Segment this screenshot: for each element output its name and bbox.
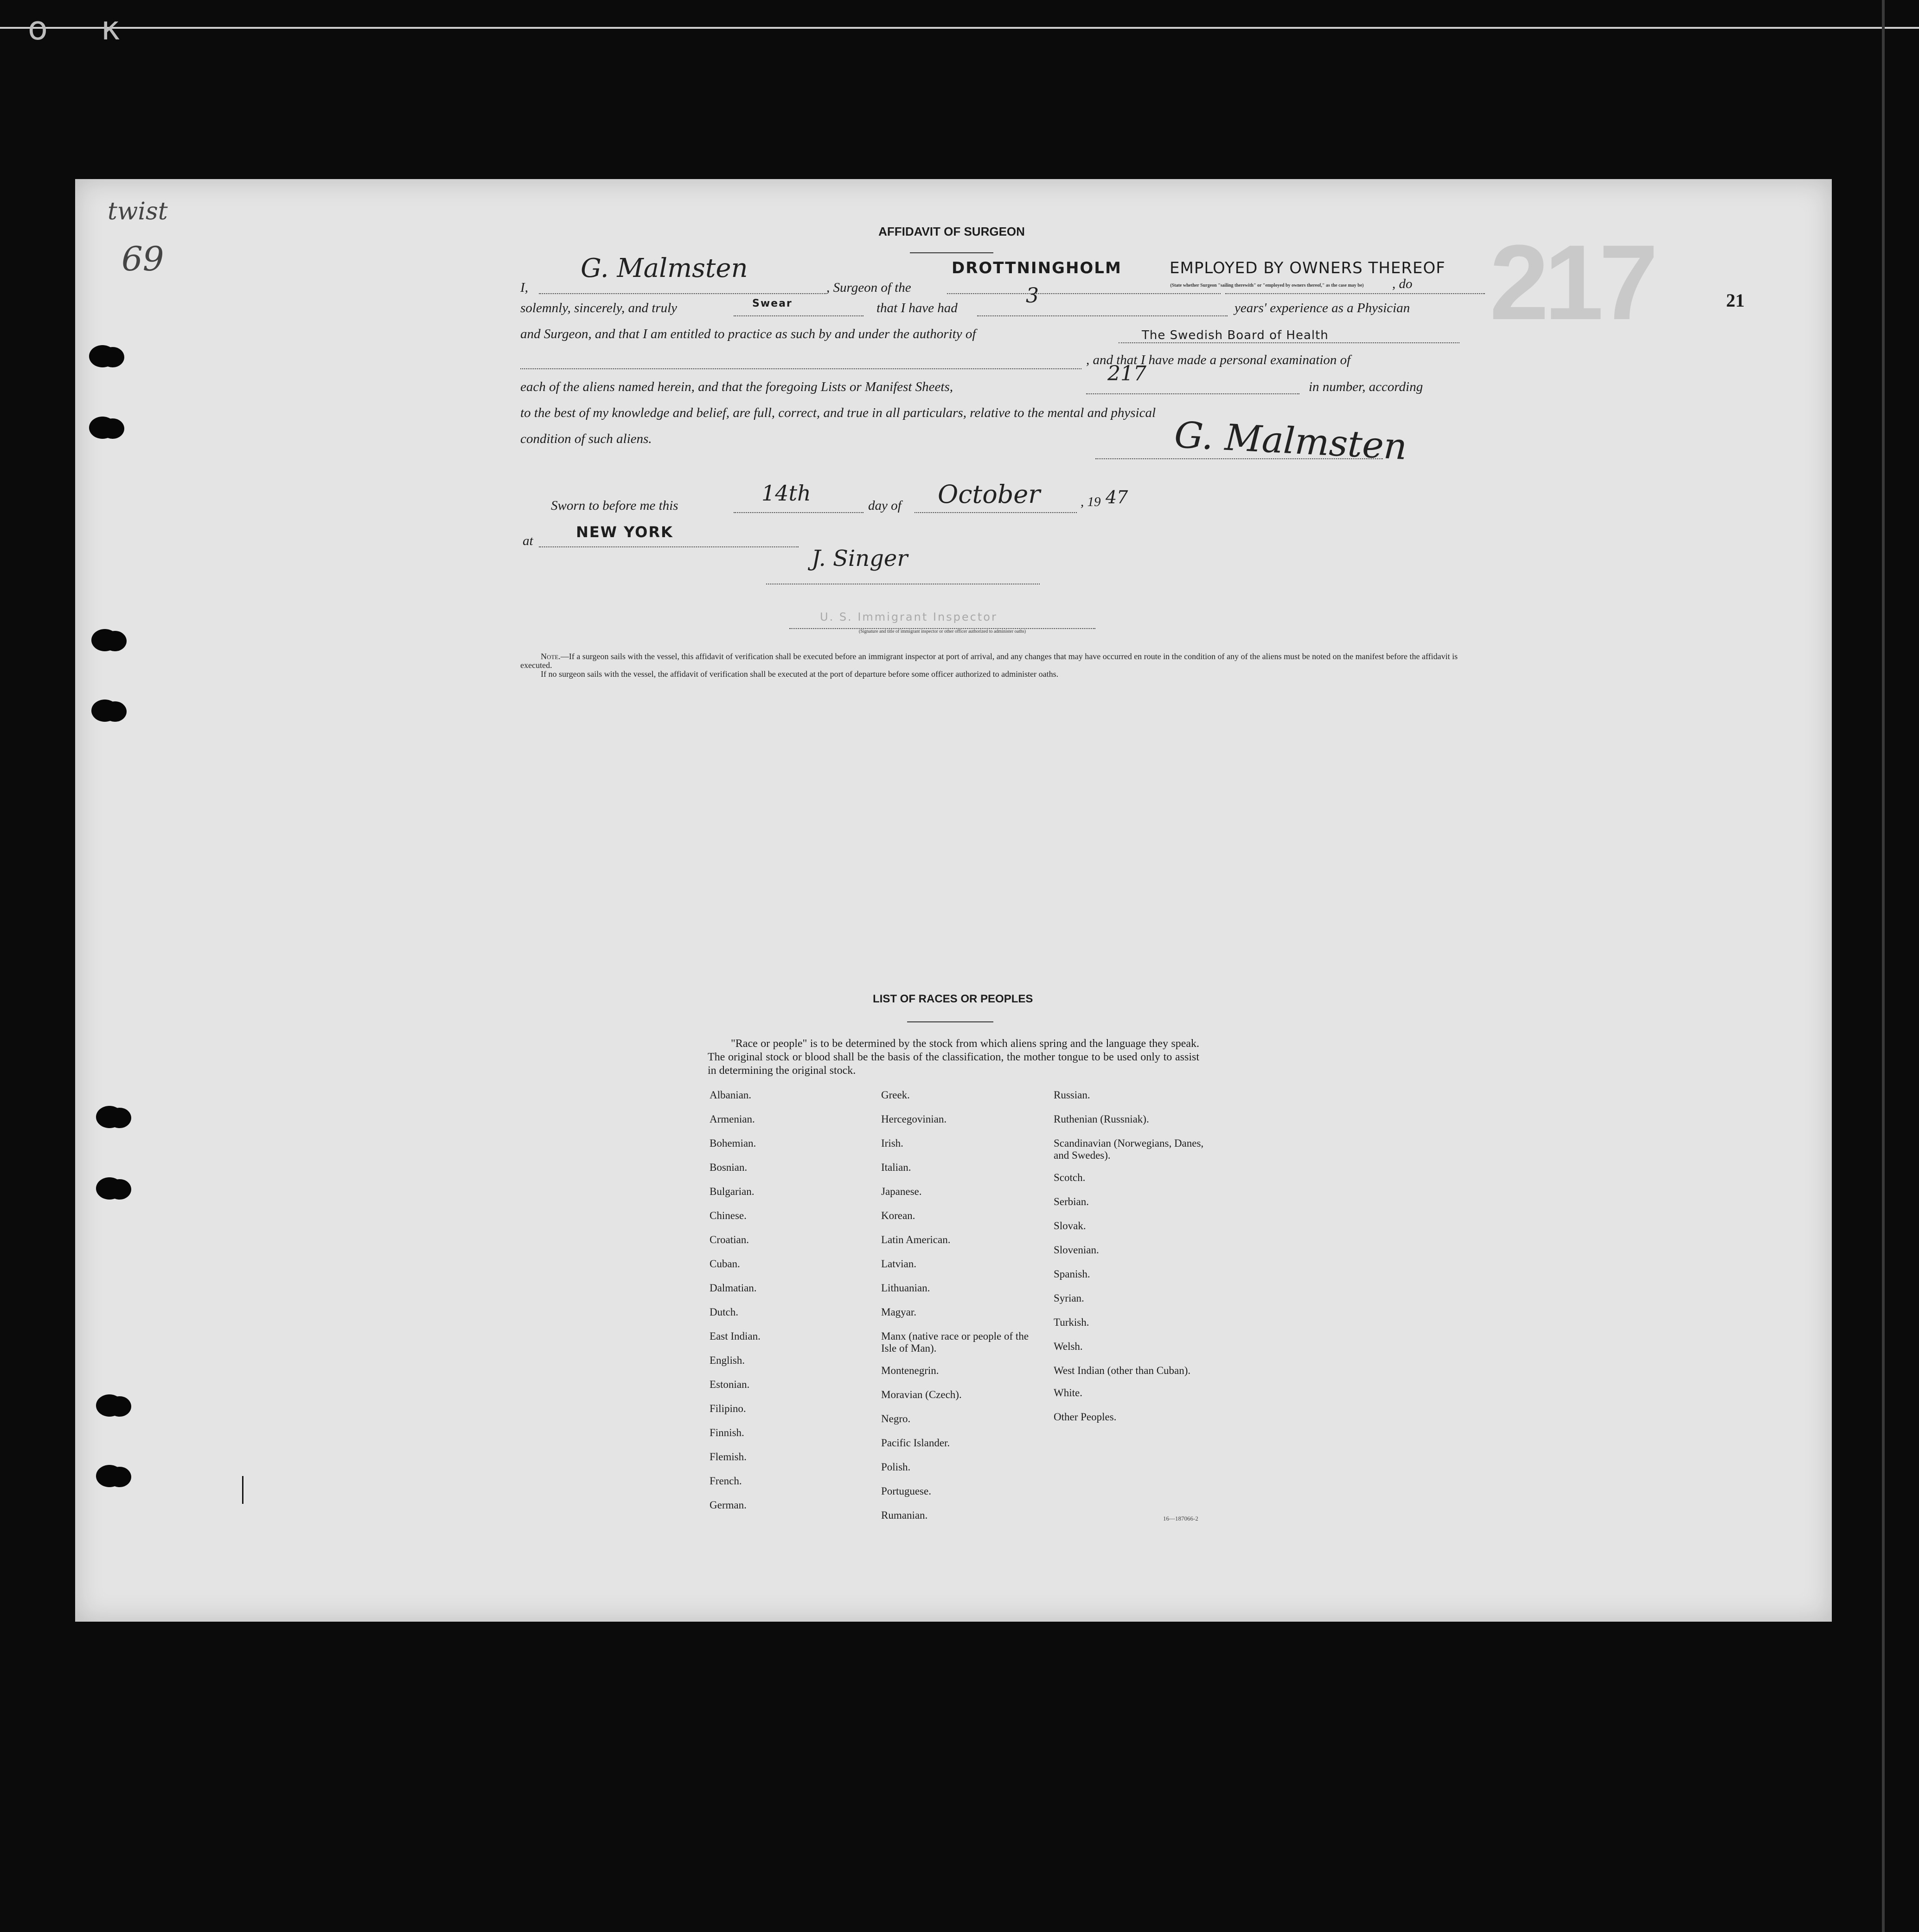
at-label: at — [523, 533, 533, 548]
race-item: Estonian. — [710, 1379, 750, 1390]
sworn-place: NEW YORK — [576, 523, 673, 541]
surgeon-of-label: , Surgeon of the — [826, 280, 911, 295]
employment-status: EMPLOYED BY OWNERS THEREOF — [1170, 259, 1446, 277]
oath-word: Swear — [752, 298, 793, 309]
race-item: Syrian. — [1054, 1292, 1084, 1304]
race-item: Scandinavian (Norwegians, Danes, and Swedes). — [1054, 1137, 1204, 1161]
race-item: Negro. — [881, 1413, 911, 1425]
races-column-3 — [1054, 1089, 1221, 1435]
race-item: Moravian (Czech). — [881, 1389, 962, 1400]
race-item: Slovak. — [1054, 1220, 1086, 1232]
race-item: Hercegovinian. — [881, 1113, 947, 1125]
race-item: Chinese. — [710, 1210, 747, 1221]
race-item: West Indian (other than Cuban). — [1054, 1365, 1191, 1376]
note-text-1: —If a surgeon sails with the vessel, this affidavit of verification shall be executed before an immigrant inspector at port of arrival, and any changes that may have occurred en route in the condition of any of the aliens must be noted on the manifest before the affidavit is executed. — [520, 652, 1458, 670]
best-knowledge-label: to the best of my knowledge and belief, are full, correct, and true in all particulars, relative to the mental and physical — [520, 405, 1156, 420]
races-column-1 — [710, 1089, 867, 1523]
race-item: Latvian. — [881, 1258, 916, 1270]
years-experience-label: years' experience as a Physician — [1235, 301, 1410, 315]
vessel-name: DROTTNINGHOLM — [952, 259, 1122, 277]
authority-label: and Surgeon, and that I am entitled to practice as such by and under the authority of — [520, 327, 976, 341]
race-item: Croatian. — [710, 1234, 749, 1245]
races-title: LIST OF RACES OR PEOPLES — [873, 993, 1033, 1005]
film-edge-band — [1882, 0, 1885, 1932]
film-edge-line — [0, 27, 1919, 29]
race-item: Korean. — [881, 1210, 915, 1221]
race-item: Italian. — [881, 1162, 911, 1173]
race-item: Ruthenian (Russniak). — [1054, 1113, 1149, 1125]
inspector-signature: J. Singer — [812, 546, 908, 571]
authority-continued-field — [520, 352, 1081, 369]
film-corner-mark-right: κ — [101, 9, 121, 47]
affidavit-note — [520, 652, 1460, 679]
solemnly-label: solemnly, sincerely, and truly — [520, 301, 678, 315]
note-label: Note. — [541, 652, 561, 661]
day-of-label: day of — [868, 498, 902, 513]
race-item: Latin American. — [881, 1234, 951, 1245]
sworn-month: October — [938, 480, 1041, 509]
punch-hole — [96, 1394, 123, 1417]
page-number: 21 — [1726, 290, 1745, 311]
surgeon-signature: G. Malmsten — [1173, 414, 1408, 469]
race-item: Dalmatian. — [710, 1282, 757, 1294]
race-item: Manx (native race or people of the Isle of Man). — [881, 1330, 1029, 1354]
race-item: Rumanian. — [881, 1509, 928, 1521]
races-column-2 — [881, 1089, 1039, 1534]
race-item: Bosnian. — [710, 1162, 748, 1173]
race-item: Flemish. — [710, 1451, 747, 1463]
race-item: Serbian. — [1054, 1196, 1089, 1207]
pencil-annotation-word: twist — [108, 198, 168, 225]
film-corner-mark-left: ο — [28, 9, 48, 47]
race-item: German. — [710, 1499, 747, 1511]
race-item: Pacific Islander. — [881, 1437, 950, 1449]
year-prefix: , 19 — [1081, 494, 1101, 509]
surgeon-name: G. Malmsten — [581, 253, 748, 283]
race-item: Slovenian. — [1054, 1244, 1099, 1256]
race-item: Greek. — [881, 1089, 910, 1101]
race-item: Lithuanian. — [881, 1282, 930, 1294]
that-had-label: that I have had — [876, 301, 958, 315]
race-item: Bohemian. — [710, 1137, 756, 1149]
race-item: French. — [710, 1475, 742, 1487]
punch-hole — [91, 700, 118, 722]
surgeon-signature-line — [1095, 457, 1383, 459]
do-label: , do — [1392, 276, 1413, 291]
punch-hole — [96, 1465, 123, 1487]
race-item: White. — [1054, 1387, 1082, 1399]
race-item: Japanese. — [881, 1186, 922, 1197]
title-rule — [910, 252, 993, 253]
condition-label: condition of such aliens. — [520, 431, 652, 446]
races-intro: "Race or people" is to be determined by the stock from which aliens spring and the language they speak. The original stock or blood shall be the basis of the classification, the mother tongue to be used only to assist in determining the original stock. — [708, 1038, 1199, 1077]
in-number-label: in number, according — [1309, 379, 1423, 394]
race-item: Polish. — [881, 1461, 911, 1473]
race-item: East Indian. — [710, 1330, 761, 1342]
race-item: Cuban. — [710, 1258, 740, 1270]
punch-hole — [89, 345, 116, 367]
race-item: Filipino. — [710, 1403, 746, 1414]
race-item: Irish. — [881, 1137, 903, 1149]
sworn-label: Sworn to before me this — [551, 498, 678, 513]
manifest-sheets-label: each of the aliens named herein, and that the foregoing Lists or Manifest Sheets, — [520, 379, 953, 394]
race-item: Finnish. — [710, 1427, 744, 1438]
race-item: Spanish. — [1054, 1268, 1090, 1280]
race-item: Scotch. — [1054, 1172, 1086, 1183]
affidavit-title: AFFIDAVIT OF SURGEON — [878, 225, 1025, 238]
film-scratch — [242, 1476, 243, 1504]
race-item: Portuguese. — [881, 1485, 931, 1497]
sworn-day: 14th — [761, 481, 811, 506]
note-text-2: If no surgeon sails with the vessel, the affidavit of verification shall be executed at the port of departure before some officer authorized to administer oaths. — [541, 669, 1059, 679]
inspector-signature-line — [766, 583, 1040, 584]
punch-hole — [89, 417, 116, 439]
authority-value: The Swedish Board of Health — [1142, 328, 1329, 342]
punch-hole — [96, 1106, 123, 1128]
race-item: Other Peoples. — [1054, 1411, 1117, 1423]
race-item: Welsh. — [1054, 1341, 1083, 1352]
race-item: Magyar. — [881, 1306, 917, 1318]
sworn-year: 47 — [1106, 487, 1128, 507]
years-value: 3 — [1026, 284, 1039, 308]
race-item: Dutch. — [710, 1306, 738, 1318]
race-item: Bulgarian. — [710, 1186, 755, 1197]
sheets-count: 217 — [1107, 362, 1146, 385]
race-item: Russian. — [1054, 1089, 1090, 1101]
race-item: Montenegrin. — [881, 1365, 939, 1376]
inspector-title: U. S. Immigrant Inspector — [820, 610, 998, 623]
race-item: Turkish. — [1054, 1316, 1089, 1328]
inspector-note: (Signature and title of immigrant inspector or other officer authorized to administer oaths) — [858, 629, 1026, 634]
form-number: 16—187066-2 — [1163, 1515, 1198, 1522]
race-item: Armenian. — [710, 1113, 755, 1125]
employment-note: (State whether Surgeon "sailing therewith" or "employed by owners thereof," as the case may be) — [1170, 283, 1364, 288]
race-item: English. — [710, 1354, 745, 1366]
affidavit-i-prefix: I, — [520, 280, 528, 295]
races-title-rule — [907, 1021, 993, 1022]
years-field — [977, 299, 1228, 316]
manifest-page — [75, 179, 1832, 1622]
punch-hole — [96, 1177, 123, 1200]
race-item: Albanian. — [710, 1089, 752, 1101]
stamped-sheet-number: 217 — [1490, 223, 1654, 342]
punch-hole — [91, 629, 118, 651]
personal-exam-label: , and that I have made a personal examination of — [1086, 353, 1351, 367]
pencil-annotation-number: 69 — [122, 239, 164, 278]
